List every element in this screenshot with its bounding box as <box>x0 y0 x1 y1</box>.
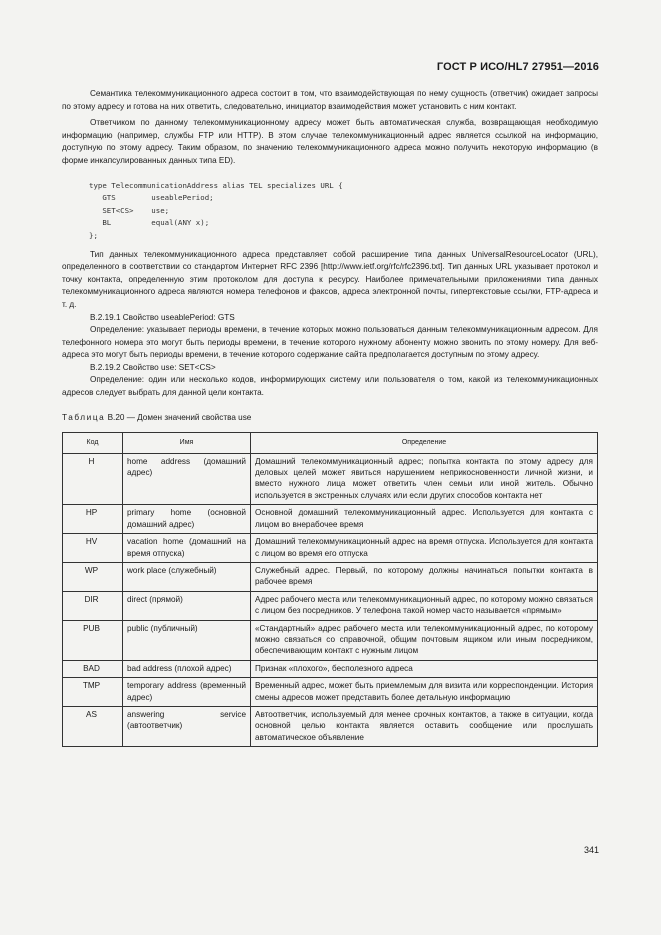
page-body <box>62 88 598 747</box>
definition-cell: Признак «плохого», бесполезного адреса <box>251 660 598 677</box>
code-cell: WP <box>63 562 123 591</box>
definition-cell: Автоответчик, используемый для менее срочных контактов, а также в ситуации, когда основной целью контакта является оставить сообщение или прослушать автоматическое объявление <box>251 706 598 746</box>
code-cell: TMP <box>63 678 123 707</box>
section-heading: В.2.19.2 Свойство use: SET<CS> <box>90 362 216 372</box>
table-row <box>63 620 598 660</box>
table-row <box>63 678 598 707</box>
table-header-row <box>63 433 598 453</box>
column-header-definition: Определение <box>251 433 598 453</box>
section-heading: В.2.19.1 Свойство useablePeriod: GTS <box>90 312 235 322</box>
code-cell: BAD <box>63 660 123 677</box>
table-row <box>63 505 598 534</box>
code-cell: HP <box>63 505 123 534</box>
name-cell: answering service (автоответчик) <box>123 706 251 746</box>
table-row <box>63 660 598 677</box>
paragraph: Определение: один или несколько кодов, информирующих систему или пользователя о том, какой из телекоммуникационных адресов следует выбрать для данной цели контакта. <box>62 375 598 398</box>
definition-cell: Основной домашний телекоммуникационный адрес. Используется для контакта с лицом во внерабочее время <box>251 505 598 534</box>
name-cell: direct (прямой) <box>123 591 251 620</box>
definition-cell: Служебный адрес. Первый, по которому должны начинаться попытки контакта в рабочее время <box>251 562 598 591</box>
table-caption <box>62 412 598 425</box>
code-cell: H <box>63 453 123 505</box>
code-cell: AS <box>63 706 123 746</box>
name-cell: vacation home (домашний на время отпуска) <box>123 534 251 563</box>
column-header-name: Имя <box>123 433 251 453</box>
document-id: ГОСТ Р ИСО/HL7 27951—2016 <box>436 61 599 73</box>
definition-cell: Адрес рабочего места или телекоммуникационный адрес, по которому можно связаться с лицом без посредников. У телефона такой номер часто называется «прямым» <box>251 591 598 620</box>
definition-cell: Домашний телекоммуникационный адрес на время отпуска. Используется для контакта с лицом во время его отпуска <box>251 534 598 563</box>
paragraph: Ответчиком по данному телекоммуникационному адресу может быть автоматическая служба, возвращающая необходимую информацию (например, службы FTP или HTTP). В этом случае телекоммуникационный адрес является ссылкой на информацию, доступную по этому адресу. Таким образом, по значению телекоммуникационного адреса можно получить некоторую информацию (в форме инкапсулированных данных типа ED). <box>62 118 598 165</box>
code-cell: HV <box>63 534 123 563</box>
table-row <box>63 706 598 746</box>
table-row <box>63 534 598 563</box>
definition-cell: «Стандартный» адрес рабочего места или телекоммуникационный адрес, по которому можно связаться со справочной, общим почтовым ящиком или иным посредником, обеспечивающим контакт с нужным лицом <box>251 620 598 660</box>
table-caption-text: В.20 — Домен значений свойства use <box>107 412 252 422</box>
paragraph: Определение: указывает периоды времени, в течение которых можно пользоваться данным телекоммуникационным адресом. Для телефонного номера это могут быть периоды времени, в течение которого нужному абоненту можно звонить по этому номеру. Для веб-адреса это могут быть периоды времени, в течение которого содержание сайта предполагается доступным по этому адресу. <box>62 325 598 360</box>
table-row <box>63 453 598 505</box>
name-cell: temporary address (временный адрес) <box>123 678 251 707</box>
name-cell: bad address (плохой адрес) <box>123 660 251 677</box>
name-cell: primary home (основной домашний адрес) <box>123 505 251 534</box>
definition-cell: Временный адрес, может быть приемлемым для визита или корреспонденции. История смены адресов может представить более детальную информацию <box>251 678 598 707</box>
definition-cell: Домашний телекоммуникационный адрес; попытка контакта по этому адресу для деловых целей может явиться нарушением неприкосновенности личной жизни, и вместо нужного лица может ответить член семьи или иной житель. Обычно используется в экстренных случаях или если других способов контакта нет <box>251 453 598 505</box>
column-header-code: Код <box>63 433 123 453</box>
page-number: 341 <box>583 845 599 855</box>
paragraph: Тип данных телекоммуникационного адреса представляет собой расширение типа данных UniversalResourceLocator (URL), определенного в соответствии со стандартом Интернет RFC 2396 [http://www.ietf.org/rfc/rfc2396.txt]. Тип данных URL указывает протокол и точку контакта, определенную этим протоколом для доступа к ресурсу. Наиболее примечательными приложениями типа данных телекоммуникационного адреса являются номера телефонов и факсов, адреса электронной почты, гипертекстовые ссылки, FTP-адреса и т. д. <box>62 249 598 309</box>
use-domain-table <box>62 432 598 747</box>
table-row <box>63 591 598 620</box>
paragraph: Семантика телекоммуникационного адреса состоит в том, что взаимодействующая по нему сущность (ответчик) ожидает запросы по этому адресу и готова на них ответить, следовательно, инициатор взаимодействия может установить с ним контакт. <box>62 89 598 111</box>
table-caption-label: Таблица <box>62 412 106 422</box>
code-block: type TelecommunicationAddress alias TEL specializes URL { GTS useablePeriod; SET<CS> use; BL equal(ANY x); }; <box>89 180 343 240</box>
code-cell: DIR <box>63 591 123 620</box>
code-cell: PUB <box>63 620 123 660</box>
name-cell: work place (служебный) <box>123 562 251 591</box>
name-cell: public (публичный) <box>123 620 251 660</box>
name-cell: home address (домашний адрес) <box>123 453 251 505</box>
table-row <box>63 562 598 591</box>
